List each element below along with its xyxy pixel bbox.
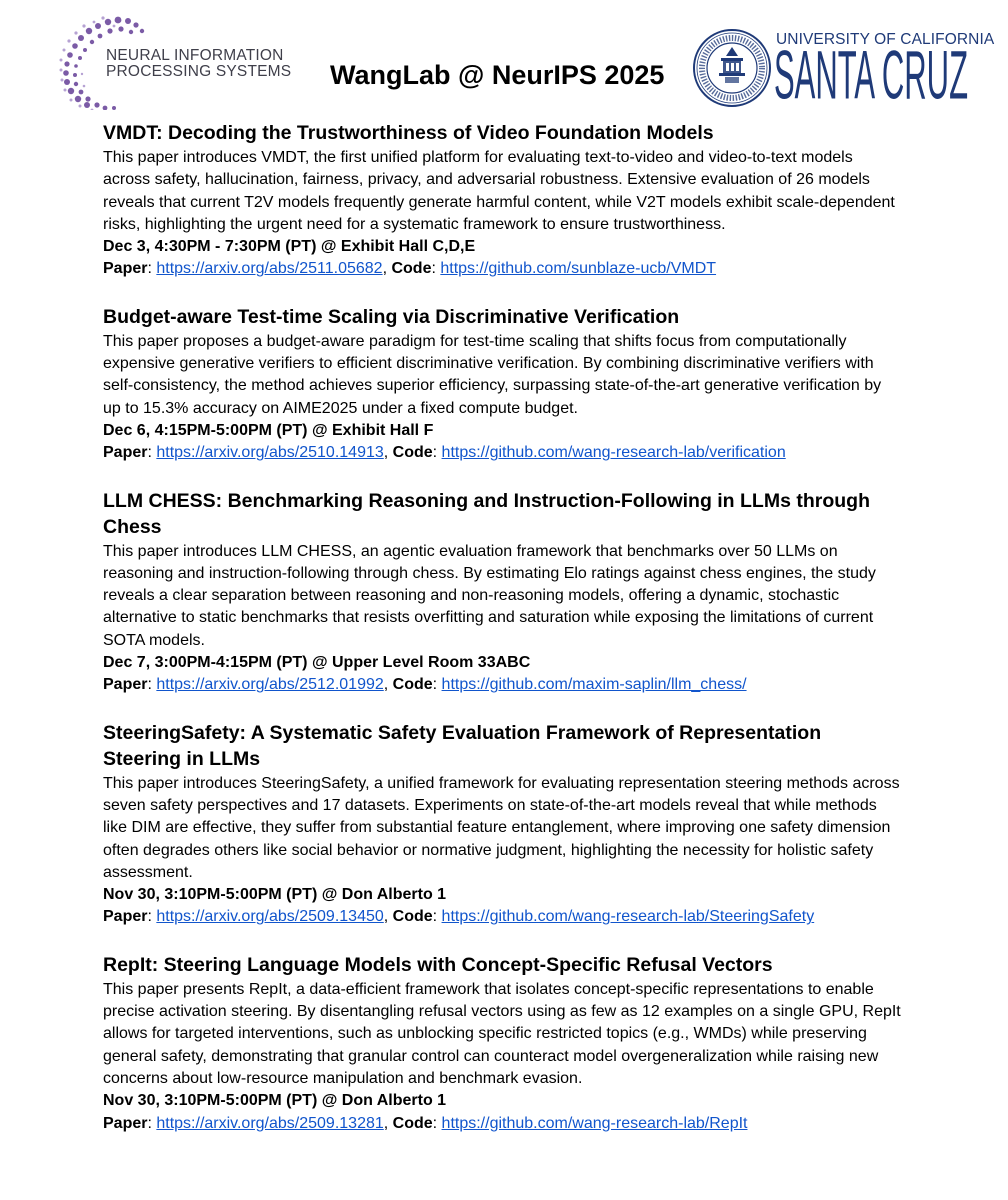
paper-label: Paper	[103, 1114, 148, 1132]
neurips-logo-line2: PROCESSING SYSTEMS	[106, 63, 292, 80]
separator: :	[147, 260, 157, 278]
comma: ,	[383, 676, 393, 694]
separator: :	[147, 908, 157, 926]
paper-abstract: This paper introduces SteeringSafety, a unified framework for evaluating representation steering methods across seven safety perspectives and 17 datasets. Experiments on state-of-the-art models reveal that while methods like DIM are effective, they suffer from substantial feature entanglement, where improving one safety dimension often degrades others like social behavior or normative judgment, highlighting the necessity for holistic safety assessment.	[103, 774, 900, 881]
paper-title: SteeringSafety: A Systematic Safety Evaluation Framework of Representation Steering in LLMs	[103, 721, 822, 770]
paper-session: Dec 6, 4:15PM-5:00PM (PT) @ Exhibit Hall F	[103, 421, 434, 439]
code-label: Code	[392, 908, 433, 926]
code-label: Code	[392, 1114, 433, 1132]
code-link[interactable]: https://github.com/wang-research-lab/RepIt	[441, 1114, 748, 1132]
separator: :	[147, 444, 157, 462]
paper-links	[103, 442, 903, 464]
code-link[interactable]: https://github.com/sunblaze-ucb/VMDT	[440, 260, 717, 278]
paper-label: Paper	[103, 444, 148, 462]
code-label: Code	[392, 676, 433, 694]
separator: :	[432, 1114, 442, 1132]
code-link[interactable]: https://github.com/wang-research-lab/verification	[441, 444, 786, 462]
paper-links	[103, 1113, 903, 1135]
ucsc-logo	[692, 28, 995, 112]
neurips-logo-line1: NEURAL INFORMATION	[106, 47, 284, 64]
paper-abstract: This paper introduces VMDT, the first unified platform for evaluating text-to-video and video-to-text models across safety, hallucination, fairness, privacy, and adversarial robustness. Extensive evaluation of 26 models reveals that current T2V models frequently generate harmful content, while V2T models exhibit scale-dependent risks, highlighting the urgent need for a systematic framework to ensure trustworthiness.	[103, 149, 895, 233]
page-title: WangLab @ NeurIPS 2025	[330, 60, 665, 90]
paper-link[interactable]: https://arxiv.org/abs/2511.05682	[156, 260, 383, 278]
code-label: Code	[391, 260, 432, 278]
code-link[interactable]: https://github.com/wang-research-lab/SteeringSafety	[441, 908, 815, 926]
paper-links	[103, 906, 903, 928]
paper-session: Nov 30, 3:10PM-5:00PM (PT) @ Don Alberto 1	[103, 886, 447, 904]
separator: :	[147, 1114, 157, 1132]
paper-session: Dec 7, 3:00PM-4:15PM (PT) @ Upper Level Room 33ABC	[103, 654, 531, 672]
paper-link[interactable]: https://arxiv.org/abs/2510.14913	[156, 444, 384, 462]
paper-session: Nov 30, 3:10PM-5:00PM (PT) @ Don Alberto 1	[103, 1092, 447, 1110]
comma: ,	[383, 444, 393, 462]
paper-abstract: This paper introduces LLM CHESS, an agentic evaluation framework that benchmarks over 50 LLMs on reasoning and instruction-following through chess. By estimating Elo ratings against chess engines, the study reveals a clear separation between reasoning and non-reasoning models, offering a dynamic, stochastic alternative to static benchmarks that resists overfitting and saturation while exposing the limitations of current SOTA models.	[103, 542, 876, 649]
separator: :	[432, 444, 442, 462]
code-link[interactable]: https://github.com/maxim-saplin/llm_chess/	[441, 676, 747, 694]
separator: :	[431, 260, 441, 278]
comma: ,	[383, 908, 393, 926]
paper-entry	[103, 120, 903, 281]
ucsc-logo-line2	[774, 44, 970, 108]
paper-session: Dec 3, 4:30PM - 7:30PM (PT) @ Exhibit Hall C,D,E	[103, 238, 476, 256]
paper-entry	[103, 488, 903, 697]
ucsc-logo-line1: UNIVERSITY OF CALIFORNIA	[776, 31, 995, 48]
paper-title: RepIt: Steering Language Models with Concept-Specific Refusal Vectors	[103, 953, 773, 976]
paper-entry	[103, 304, 903, 465]
paper-abstract: This paper presents RepIt, a data-efficient framework that isolates concept-specific representations to enable precise activation steering. By disentangling refusal vectors using as few as 12 examples on a single GPU, RepIt allows for targeted interventions, such as unblocking specific restricted topics (e.g., WMDs) while preserving general safety, demonstrating that granular control can counteract model overgeneralization while raising new concerns about low-resource manipulation and benchmark evasion.	[103, 980, 901, 1087]
paper-links	[103, 674, 903, 696]
neurips-logo	[56, 14, 292, 110]
paper-label: Paper	[103, 908, 148, 926]
comma: ,	[382, 260, 392, 278]
paper-title: LLM CHESS: Benchmarking Reasoning and Instruction-Following in LLMs through Chess	[103, 489, 870, 538]
paper-label: Paper	[103, 676, 148, 694]
paper-entry	[103, 720, 903, 929]
comma: ,	[383, 1114, 393, 1132]
paper-link[interactable]: https://arxiv.org/abs/2512.01992	[156, 676, 384, 694]
paper-link[interactable]: https://arxiv.org/abs/2509.13450	[156, 908, 384, 926]
paper-list	[103, 120, 903, 1158]
paper-title: Budget-aware Test-time Scaling via Discriminative Verification	[103, 305, 680, 328]
paper-label: Paper	[103, 260, 148, 278]
code-label: Code	[392, 444, 433, 462]
ucsc-seal-icon	[692, 28, 772, 108]
neurips-logo-text	[106, 48, 291, 80]
separator: :	[432, 676, 442, 694]
paper-link[interactable]: https://arxiv.org/abs/2509.13281	[156, 1114, 384, 1132]
separator: :	[147, 676, 157, 694]
paper-links	[103, 258, 903, 280]
separator: :	[432, 908, 442, 926]
paper-entry	[103, 952, 903, 1135]
paper-abstract: This paper proposes a budget-aware paradigm for test-time scaling that shifts focus from computationally expensive generative verifiers to efficient discriminative verification. By combining discriminative verifiers with self-consistency, the method achieves superior efficiency, surpassing state-of-the-art generative verification by up to 15.3% accuracy on AIME2025 under a fixed compute budget.	[103, 332, 882, 417]
page-header	[0, 0, 1008, 118]
svg-text:SANTA CRUZ: SANTA CRUZ	[774, 44, 968, 108]
paper-title: VMDT: Decoding the Trustworthiness of Video Foundation Models	[103, 122, 714, 144]
